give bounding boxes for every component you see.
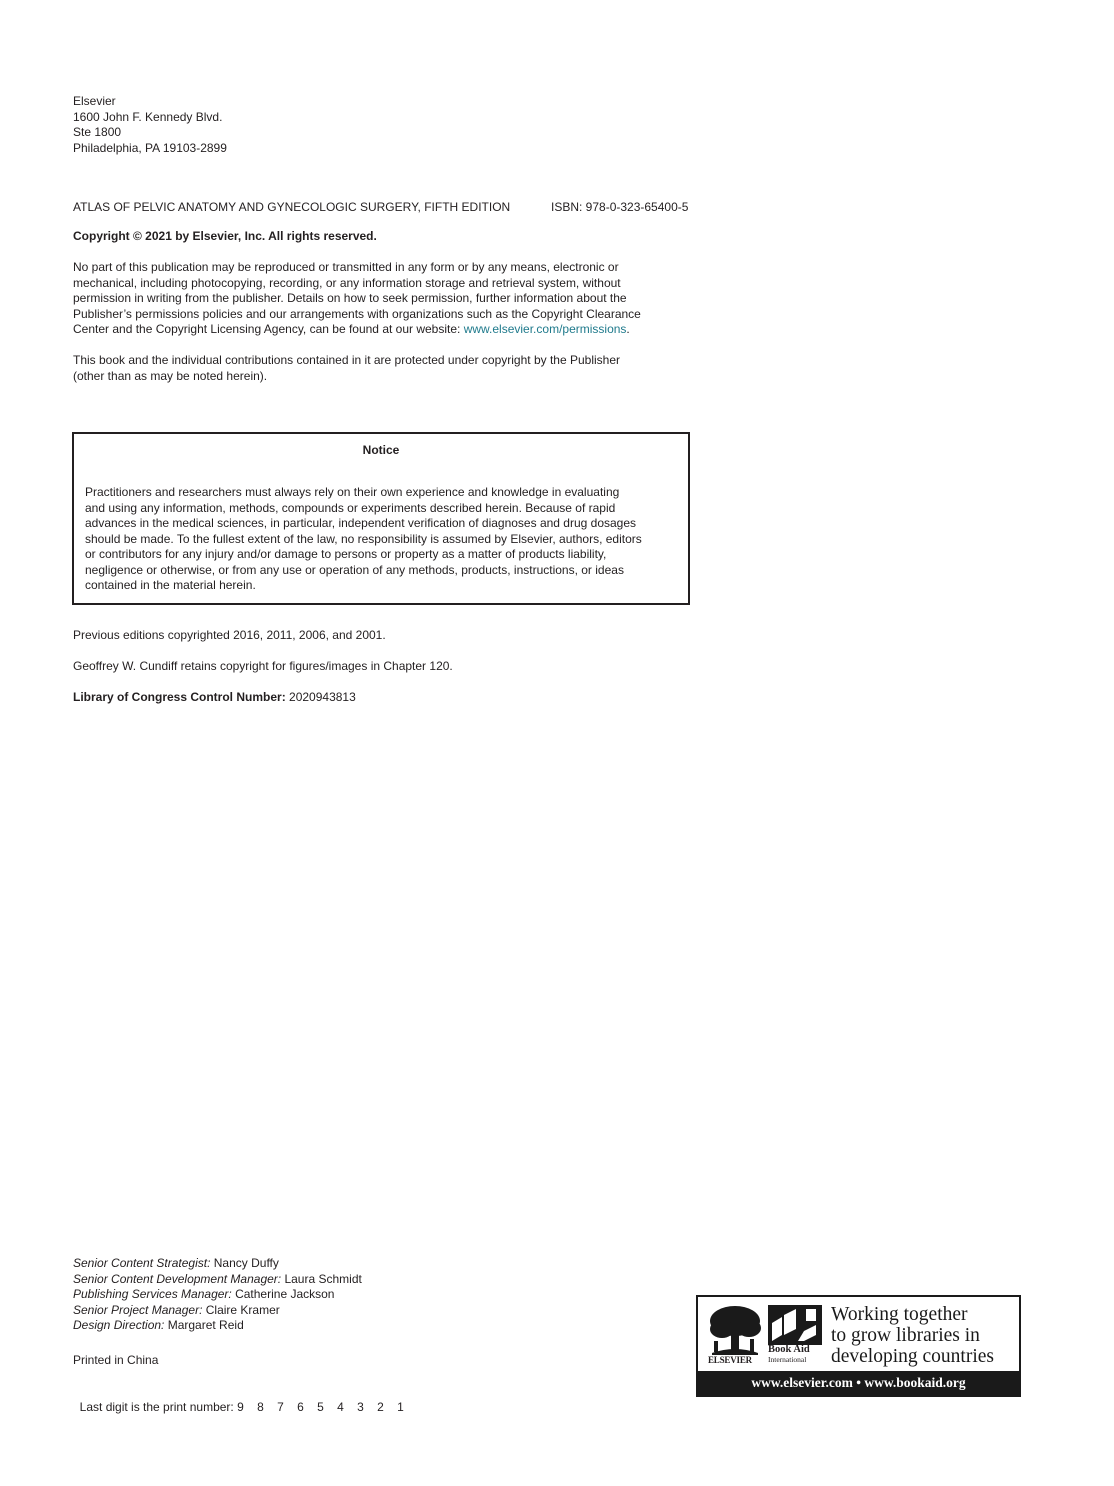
paragraph-line: permission in writing from the publisher. Details on how to seek permission, further information about the — [73, 291, 627, 305]
credit-name: Margaret Reid — [164, 1318, 244, 1332]
address-line: Philadelphia, PA 19103-2899 — [73, 140, 227, 155]
figures-copyright: Geoffrey W. Cundiff retains copyright for figures/images in Chapter 120. — [73, 659, 453, 673]
notice-box — [72, 432, 690, 605]
credit-line — [73, 1303, 362, 1319]
permissions-link[interactable]: www.elsevier.com/permissions — [463, 322, 627, 336]
elsevier-label: ELSEVIER — [708, 1355, 752, 1365]
previous-editions: Previous editions copyrighted 2016, 2011, 2006, and 2001. — [73, 628, 386, 642]
notice-line: advances in the medical sciences, in particular, independent verification of diagnoses and drug dosages — [85, 516, 637, 530]
notice-line: should be made. To the fullest extent of the law, no responsibility is assumed by Elsevier, authors, editors — [85, 531, 642, 546]
logo-urls: www.elsevier.com • www.bookaid.org — [698, 1371, 1019, 1395]
print-number-label: Last digit is the print number: — [79, 1399, 234, 1414]
paragraph-text: . — [626, 322, 630, 336]
print-number — [73, 1384, 404, 1415]
tagline-line: developing countries — [831, 1346, 994, 1367]
book-aid-logo — [696, 1295, 1021, 1397]
address-line: 1600 John F. Kennedy Blvd. — [73, 109, 223, 124]
notice-title: Notice — [362, 443, 400, 457]
copyright-line: Copyright © 2021 by Elsevier, Inc. All rights reserved. — [73, 229, 377, 243]
credit-role: Senior Project Manager: — [73, 1302, 203, 1317]
print-number-digits: 9 8 7 6 5 4 3 2 1 — [233, 1399, 404, 1414]
paragraph-line: mechanical, including photocopying, recording, or any information storage and retrieval system, without — [73, 275, 621, 290]
credit-name: Catherine Jackson — [231, 1287, 335, 1301]
publisher-address — [73, 94, 227, 156]
notice-line: negligence or otherwise, or from any use or operation of any methods, products, instructions, or ideas — [85, 562, 624, 577]
bookaid-sublabel: International — [768, 1355, 807, 1364]
credit-role: Senior Content Strategist: — [73, 1256, 211, 1270]
isbn: ISBN: 978-0-323-65400-5 — [551, 200, 689, 214]
loc-control-number — [73, 690, 356, 706]
notice-line: contained in the material herein. — [85, 578, 256, 592]
book-title: ATLAS OF PELVIC ANATOMY AND GYNECOLOGIC SURGERY, FIFTH EDITION — [73, 200, 511, 214]
logo-tagline — [831, 1304, 994, 1367]
printed-in: Printed in China — [73, 1353, 159, 1367]
credit-role: Publishing Services Manager: — [73, 1287, 232, 1301]
credit-line — [73, 1287, 362, 1303]
bookaid-label: Book Aid — [768, 1344, 810, 1355]
book-aid-icon — [768, 1305, 822, 1345]
notice-line: and using any information, methods, compounds or experiments described herein. Because of rapid — [85, 500, 616, 515]
credit-role: Senior Content Development Manager: — [73, 1271, 282, 1286]
address-line: Ste 1800 — [73, 125, 122, 139]
paragraph-line — [73, 322, 641, 338]
credit-name: Nancy Duffy — [210, 1256, 279, 1270]
credit-name: Laura Schmidt — [281, 1271, 362, 1286]
protection-paragraph — [73, 353, 620, 384]
paragraph-line: No part of this publication may be reproduced or transmitted in any form or by any means, electronic or — [73, 260, 619, 274]
notice-line: or contributors for any injury and/or damage to persons or property as a matter of products liability, — [85, 547, 607, 561]
credit-line — [73, 1318, 362, 1334]
paragraph-line: (other than as may be noted herein). — [73, 368, 268, 383]
notice-text — [85, 485, 642, 594]
paragraph-line: This book and the individual contributions contained in it are protected under copyright by the Publisher — [73, 353, 621, 367]
credit-line — [73, 1256, 362, 1272]
loc-label: Library of Congress Control Number: — [73, 690, 286, 704]
paragraph-text: Center and the Copyright Licensing Agency, can be found at our website: — [73, 322, 464, 336]
tagline-line: Working together — [831, 1304, 968, 1325]
credit-role: Design Direction: — [73, 1318, 165, 1332]
credit-line — [73, 1272, 362, 1288]
loc-value: 2020943813 — [285, 690, 356, 704]
permissions-paragraph — [73, 260, 641, 338]
credit-name: Claire Kramer — [202, 1302, 280, 1317]
notice-line: Practitioners and researchers must always rely on their own experience and knowledge in evaluating — [85, 485, 620, 499]
elsevier-tree-icon — [704, 1303, 766, 1363]
tagline-line: to grow libraries in — [831, 1325, 980, 1346]
paragraph-line: Publisher’s permissions policies and our arrangements with organizations such as the Copyright Clearance — [73, 306, 641, 321]
address-line: Elsevier — [73, 94, 116, 108]
credits — [73, 1256, 362, 1334]
